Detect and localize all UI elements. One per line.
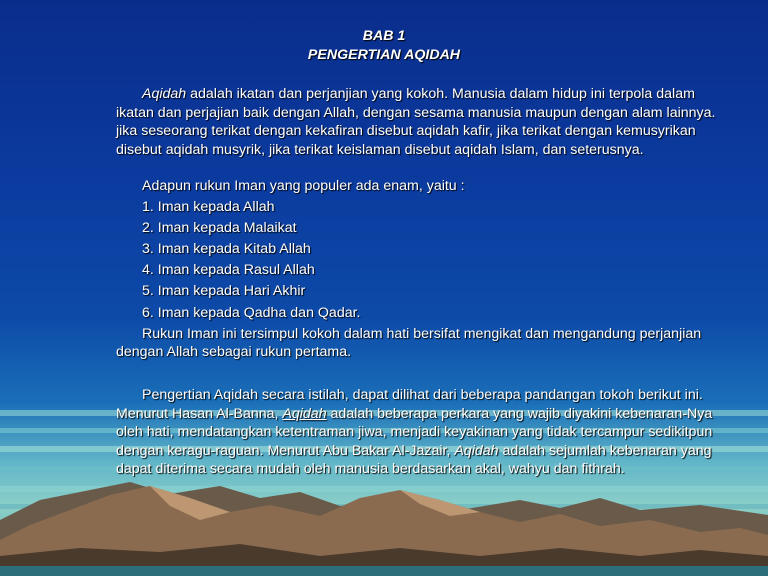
istilah-paragraph bbox=[116, 386, 716, 479]
list-item: 3. Iman kepada Kitab Allah bbox=[142, 241, 311, 258]
istilah-part3: adalah sejumlah kebenaran yang dapat diterima secara mudah oleh manusia berdasarkan akal, wahyu dan fithrah. bbox=[116, 442, 712, 478]
list-item: 2. Iman kepada Malaikat bbox=[142, 220, 297, 237]
intro-term: Aqidah bbox=[142, 86, 187, 102]
intro-paragraph bbox=[116, 85, 716, 159]
intro-text: adalah ikatan dan perjanjian yang kokoh. Manusia dalam hidup ini terpola dalam ikatan dan perjajian baik dengan Allah, dengan sesama manusia maupun dengan alam lainnya. jika seseorang terikat dengan kekafiran disebut aqidah kafir, jika terikat dengan kemusyrikan disebut aqidah musyrik, jika terikat keislaman disebut aqidah Islam, dan seterusnya. bbox=[116, 86, 716, 158]
istilah-part2: adalah beberapa perkara yang wajib diyakini kebenaran-Nya oleh hati, mendatangkan ketentraman jiwa, menjadi keyakinan yang tidak tercampur sedikitpun dengan keragu-raguan. Menurut Abu Bakar Al-Jazair, bbox=[116, 405, 713, 459]
list-item: 5. Iman kepada Hari Akhir bbox=[142, 283, 306, 300]
chapter-title: PENGERTIAN AQIDAH bbox=[307, 46, 461, 63]
ground-strip bbox=[0, 566, 768, 576]
rukun-summary: Rukun Iman ini tersimpul kokoh dalam hati bersifat mengikat dan mengandung perjanjian dengan Allah sebagai rukun pertama. bbox=[116, 325, 702, 361]
rukun-intro: Adapun rukun Iman yang populer ada enam, yaitu : bbox=[142, 178, 465, 194]
list-item: 6. Iman kepada Qadha dan Qadar. bbox=[142, 304, 361, 321]
rukun-section bbox=[116, 177, 716, 362]
list-item: 1. Iman kepada Allah bbox=[142, 199, 275, 216]
istilah-term1: Aqidah bbox=[282, 405, 327, 422]
chapter-number: BAB 1 bbox=[362, 28, 406, 44]
list-item: 4. Iman kepada Rasul Allah bbox=[142, 262, 315, 279]
istilah-term2: Aqidah bbox=[454, 442, 499, 459]
istilah-part1: Pengertian Aqidah secara istilah, dapat dilihat dari beberapa pandangan tokoh berikut ini. Menurut Hasan Al-Banna, bbox=[116, 387, 703, 422]
chapter-heading bbox=[0, 27, 768, 64]
